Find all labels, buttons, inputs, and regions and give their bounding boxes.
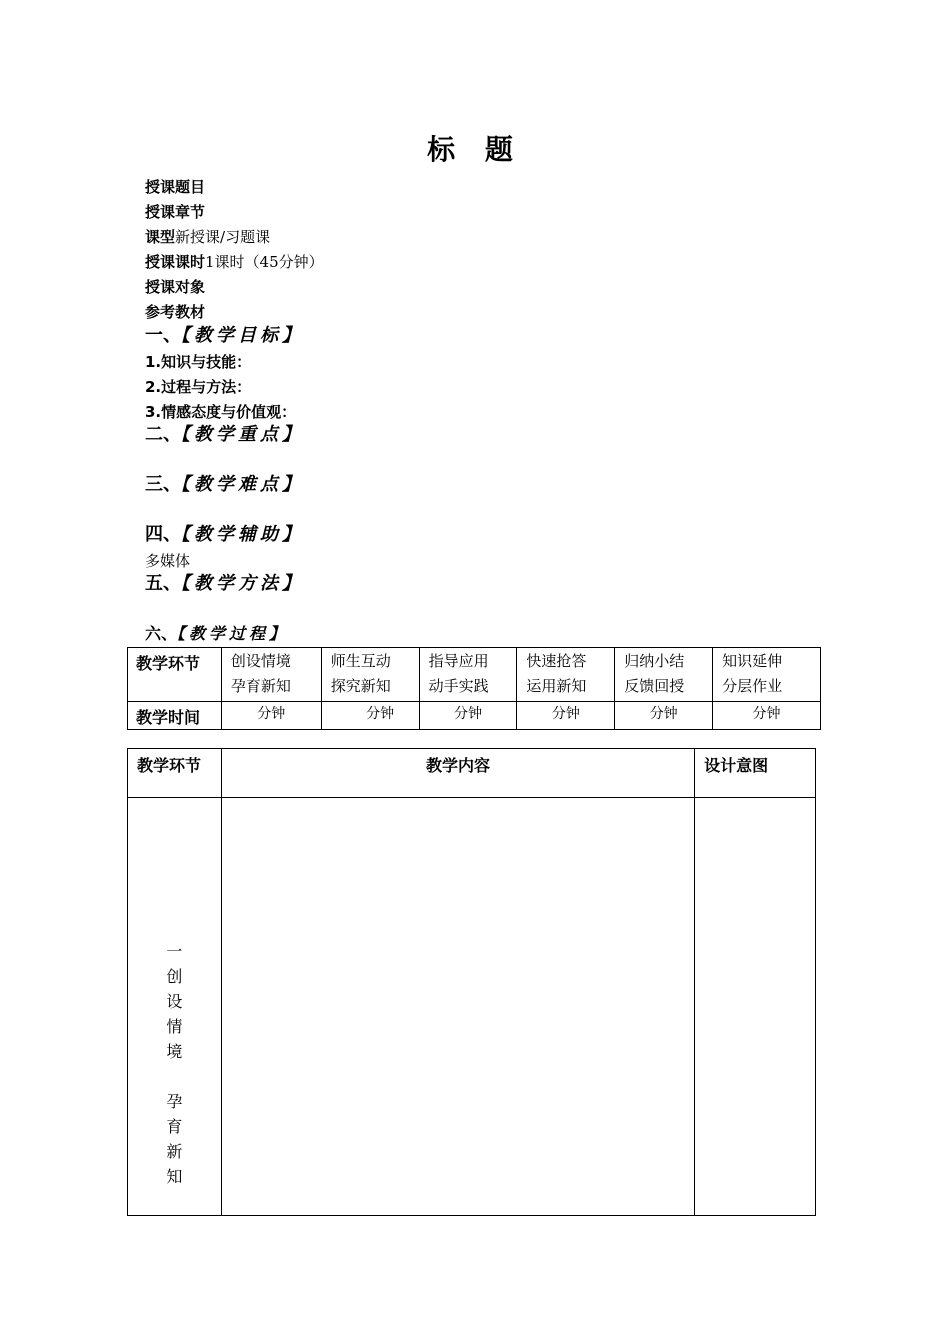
schedule-time-cell: 分钟 [419, 702, 517, 730]
content-header-stage: 教学环节 [128, 749, 222, 798]
section-methods-heading: 五、【教学方法】 [145, 573, 304, 594]
info-textbook: 参考教材 [145, 303, 206, 321]
table-row [128, 749, 816, 798]
schedule-table [127, 647, 821, 730]
section-objectives-heading: 一、【教学目标】 [145, 325, 304, 346]
schedule-time-header: 教学时间 [128, 702, 222, 730]
objective-item: 2.过程与方法： [145, 378, 252, 396]
info-topic: 授课题目 [145, 178, 206, 196]
schedule-stage-header: 教学环节 [128, 648, 222, 702]
schedule-time-cell: 分钟 [615, 702, 713, 730]
content-header-content: 教学内容 [221, 749, 694, 798]
table-row [128, 798, 816, 1216]
section-aids-heading: 四、【教学辅助】 [145, 524, 304, 545]
schedule-stage-cell: 创设情境 孕育新知 [221, 648, 321, 702]
section-difficulties-heading: 三、【教学难点】 [145, 474, 304, 495]
schedule-time-cell: 分钟 [321, 702, 419, 730]
objective-item: 3.情感态度与价值观： [145, 403, 297, 421]
aids-body: 多媒体 [145, 552, 191, 570]
info-lesson-type: 课型新授课/习题课 [145, 228, 271, 246]
content-header-intent: 设计意图 [695, 749, 816, 798]
content-intent-cell[interactable] [695, 798, 816, 1216]
section-process-heading: 六、【教学过程】 [145, 624, 290, 643]
info-chapter: 授课章节 [145, 203, 206, 221]
content-body-cell[interactable] [221, 798, 694, 1216]
content-stage-label: 一 创 设 情 境 孕 育 新 知 [128, 798, 222, 1216]
table-row [128, 702, 821, 730]
objective-item: 1.知识与技能： [145, 353, 252, 371]
section-keypoints-heading: 二、【教学重点】 [145, 424, 304, 445]
schedule-time-cell: 分钟 [517, 702, 615, 730]
table-row [128, 648, 821, 702]
content-table [127, 748, 816, 1216]
schedule-time-cell: 分钟 [713, 702, 821, 730]
info-audience: 授课对象 [145, 278, 206, 296]
schedule-stage-cell: 快速抢答 运用新知 [517, 648, 615, 702]
schedule-stage-cell: 归纳小结 反馈回授 [615, 648, 713, 702]
page-title: 标 题 [427, 133, 523, 166]
schedule-stage-cell: 知识延伸 分层作业 [713, 648, 821, 702]
info-lesson-hours: 授课课时1课时（45分钟） [145, 253, 324, 271]
schedule-stage-cell: 师生互动 探究新知 [321, 648, 419, 702]
schedule-time-cell: 分钟 [221, 702, 321, 730]
schedule-stage-cell: 指导应用 动手实践 [419, 648, 517, 702]
